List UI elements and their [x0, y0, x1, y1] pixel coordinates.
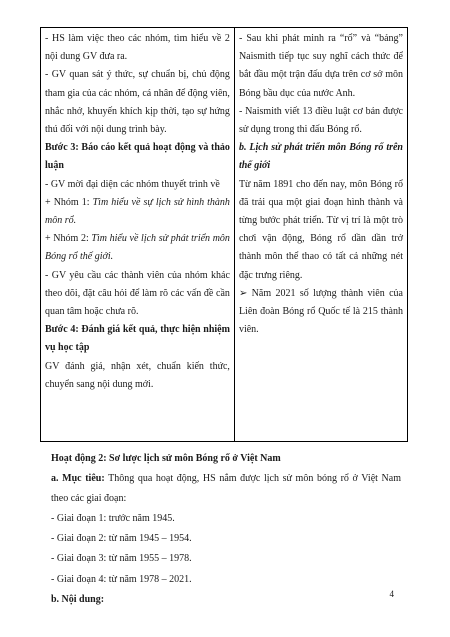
group-2-topic: Tìm hiểu về lịch sử phát triển môn Bóng rổ thế giới. — [45, 233, 230, 263]
right-paragraph: - Sau khi phát minh ra “rổ” và “bảng” Naismith tiếp tục suy nghĩ cách thức để bắt đầu một trận đấu dựa trên cơ sở môn Bóng bầu dục của nước Anh. — [238, 33, 403, 99]
group-1-task — [45, 194, 230, 230]
objective-text: Thông qua hoạt động, HS nắm được lịch sử môn bóng rổ ở Việt Nam theo các giai đoạn: — [51, 473, 401, 505]
activity-2-heading: Hoạt động 2: Sơ lược lịch sử môn Bóng rổ ở Việt Nam — [51, 453, 281, 464]
left-paragraph: GV đánh giá, nhận xét, chuẩn kiến thức, chuyển sang nội dung mới. — [45, 360, 230, 390]
objective-label: a. Mục tiêu: — [51, 473, 105, 485]
step-3-heading: Bước 3: Báo cáo kết quả hoạt động và thảo luận — [45, 142, 230, 172]
left-paragraph: - GV mời đại diện các nhóm thuyết trình về — [45, 178, 220, 190]
activity-table — [40, 27, 408, 442]
fiba-member-note: ➢ Năm 2021 số lượng thành viên của Liên đoàn Bóng rổ Quốc tế là 215 thành viên. — [238, 287, 403, 336]
section-b-heading: b. Lịch sử phát triển môn Bóng rổ trên thế giới — [238, 142, 403, 172]
group-1-topic: Tìm hiểu về sự lịch sử hình thành môn rổ. — [45, 196, 230, 227]
right-paragraph: - Naismith viết 13 điều luật cơ bản được sử dụng trong thi đấu Bóng rổ. — [238, 105, 403, 136]
step-4-heading: Bước 4: Đánh giá kết quả, thực hiện nhiệm vụ học tập — [45, 324, 230, 354]
stage-item: - Giai đoạn 2: từ năm 1945 – 1954. — [51, 533, 192, 545]
group-1-label: + Nhóm 1: — [45, 196, 93, 208]
stage-item: - Giai đoạn 3: từ năm 1955 – 1978. — [51, 553, 192, 565]
table-left-column — [41, 28, 235, 441]
right-paragraph: Từ năm 1891 cho đến nay, môn Bóng rổ đã trải qua một giai đoạn hình thành và từng bước phát triển. Từ vị trí là một trò chơi vận động, Bóng rổ dần dần trở thành môn thể thao có tất cả những nét đặc trưng riêng. — [238, 178, 403, 281]
activity-2-section — [51, 449, 401, 610]
objective-paragraph — [51, 469, 401, 509]
stage-item: - Giai đoạn 4: từ năm 1978 – 2021. — [51, 573, 192, 585]
page-number: 4 — [389, 589, 394, 599]
left-paragraph: - GV quan sát ý thức, sự chuẩn bị, chủ động tham gia của các nhóm, cá nhân để động viên, nhắc nhở, khuyến khích kịp thời, tạo sự hứng thú đối với nội dung trình bày. — [45, 69, 230, 136]
left-paragraph: - GV yêu cầu các thành viên của nhóm khác theo dõi, đặt câu hỏi để làm rõ các vấn đề cần quan tâm hoặc chưa rõ. — [45, 269, 230, 318]
table-right-column — [235, 28, 407, 441]
group-2-label: + Nhóm 2: — [45, 233, 92, 245]
stage-item: - Giai đoạn 1: trước năm 1945. — [51, 513, 175, 525]
content-label: b. Nội dung: — [51, 593, 105, 605]
left-paragraph: - HS làm việc theo các nhóm, tìm hiểu về 2 nội dung GV đưa ra. — [45, 33, 230, 63]
group-2-task — [45, 230, 230, 266]
